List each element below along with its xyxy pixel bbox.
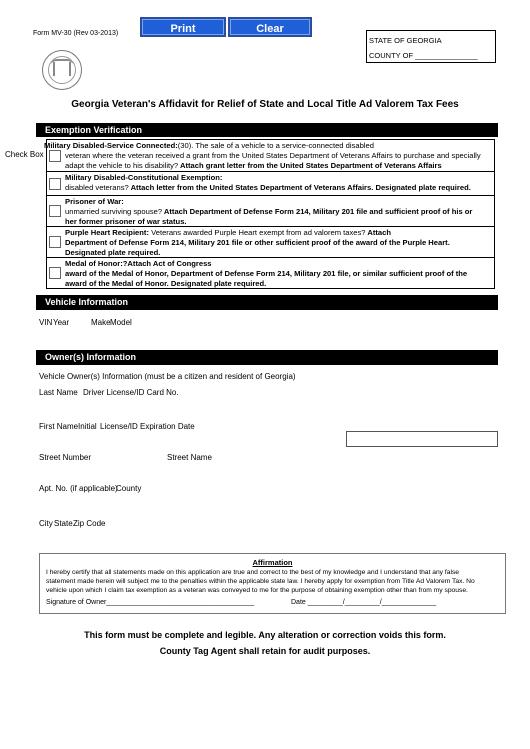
exemption-header: Exemption Verification	[36, 123, 498, 137]
city-label: City	[39, 519, 53, 528]
exemption-row-military-disabled-service: Military Disabled-Service Connected:(30). The sale of a vehicle to a service-connected disabled veteran where the veteran received a grant from the United States Department of Veterans Affairs to purchase and specially adapt the vehicle to his disability? Attach grant letter from the United States Department of Veterans Affairs	[46, 139, 495, 172]
clear-button[interactable]: Clear	[228, 17, 312, 37]
checkbox-prisoner-of-war[interactable]	[49, 205, 61, 217]
form-title: Georgia Veteran's Affidavit for Relief of State and Local Title Ad Valorem Tax Fees	[71, 99, 459, 110]
first-name-label: First Name	[39, 422, 79, 431]
exemption-row-military-disabled-constitutional: Military Disabled-Constitutional Exemption: disabled veterans? Attach letter from the United States Department of Veterans Affairs. Designated plate required.	[46, 172, 495, 196]
owner-intro: Vehicle Owner(s) Information (must be a citizen and resident of Georgia)	[39, 372, 296, 381]
zip-label: Zip Code	[73, 519, 106, 528]
checkbox-purple-heart[interactable]	[49, 236, 61, 248]
street-name-label: Street Name	[167, 453, 212, 462]
checkbox-military-disabled-constitutional[interactable]	[49, 178, 61, 190]
print-button[interactable]: Print	[140, 17, 226, 37]
street-number-label: Street Number	[39, 453, 92, 462]
license-expiration-field[interactable]	[346, 431, 498, 447]
vehicle-header: Vehicle Information	[36, 295, 498, 310]
form-number: Form MV-30 (Rev 03-2013)	[33, 30, 119, 37]
vin-label: VIN	[39, 318, 53, 327]
affirmation-text: I hereby certify that all statements made on this application are true and correct to the best of my knowledge and I understand that any false statement made herein will subject me to the penalties within the applicable state law. I hereby apply for exemption from Title Ad Valorem Tax. No vehicle upon which I claim tax exemption as a veteran was conveyed to me for the purpose of obtaining exemption other than from my spouse.	[46, 569, 475, 594]
check-box-label: Check Box	[5, 150, 44, 159]
make-label: Make	[91, 318, 111, 327]
license-expiration-label: License/ID Expiration Date	[100, 422, 195, 431]
signature-line[interactable]: Signature of Owner______________________________________	[46, 599, 255, 606]
exemption-row-prisoner-of-war: Prisoner of War: unmarried surviving spouse? Attach Department of Defense Form 214, Military 201 file and sufficient proof of his or her former prisoner of war status.	[46, 196, 495, 227]
model-label: Model	[110, 318, 132, 327]
georgia-seal-icon	[42, 50, 82, 90]
state-label: STATE OF GEORGIA	[369, 36, 442, 45]
checkbox-medal-of-honor[interactable]	[49, 267, 61, 279]
exemption-row-purple-heart: Purple Heart Recipient: Veterans awarded Purple Heart exempt from ad valorem taxes? Attach Department of Defense Form 214, Military 201 file or other sufficient proof of the award of the Purple Heart. Designated plate required.	[46, 227, 495, 258]
affirmation-box	[39, 553, 506, 614]
date-line[interactable]: Date _________/_________/______________	[291, 599, 437, 606]
owner-header: Owner(s) Information	[36, 350, 498, 365]
county-label: COUNTY OF _______________	[369, 51, 478, 60]
affirmation-title: Affirmation	[252, 558, 293, 567]
footer-line-1: This form must be complete and legible. Any alteration or correction voids this form.	[84, 630, 446, 640]
footer-line-2: County Tag Agent shall retain for audit purposes.	[159, 646, 371, 656]
state-field-label: State	[54, 519, 73, 528]
apt-label: Apt. No. (if applicable)	[39, 484, 118, 493]
last-name-label: Last Name	[39, 388, 78, 397]
county-field-label: County	[116, 484, 142, 493]
initial-label: Initial	[78, 422, 97, 431]
state-county-box	[366, 30, 496, 63]
exemption-row-medal-of-honor: Medal of Honor:?Attach Act of Congress award of the Medal of Honor, Department of Defense Form 214, Military 201 file, or similar sufficient proof of the award of the Medal of Honor. Designated plate required.	[46, 258, 495, 289]
license-number-label: Driver License/ID Card No.	[83, 388, 179, 397]
year-label: Year	[53, 318, 70, 327]
